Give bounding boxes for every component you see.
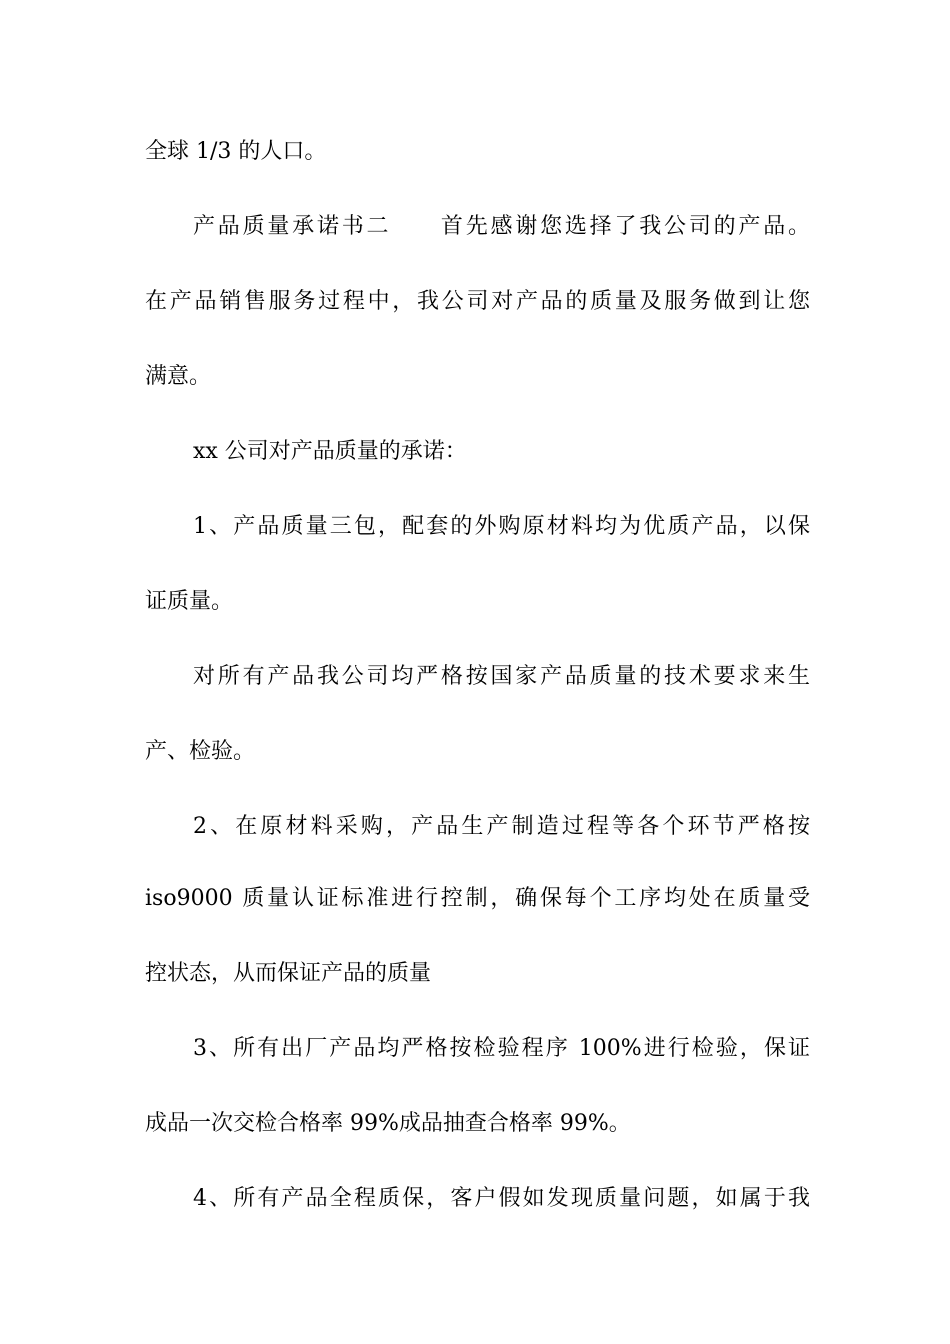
text-line-6: 1、产品质量三包，配套的外购原材料均为优质产品，以保 bbox=[193, 514, 810, 539]
text-line-7: 证质量。 bbox=[145, 589, 234, 614]
text-line-3: 在产品销售服务过程中，我公司对产品的质量及服务做到让您 bbox=[145, 289, 810, 314]
text-line-5: xx 公司对产品质量的承诺： bbox=[193, 439, 467, 464]
text-line-15: 4、所有产品全程质保，客户假如发现质量问题，如属于我 bbox=[193, 1186, 810, 1211]
text-line-4: 满意。 bbox=[145, 364, 212, 389]
text-line-14: 成品一次交检合格率 99%成品抽查合格率 99%。 bbox=[145, 1111, 631, 1136]
text-line-12: 控状态，从而保证产品的质量 bbox=[145, 961, 432, 986]
text-line-9: 产、检验。 bbox=[145, 739, 256, 764]
text-line-2: 产品质量承诺书二 首先感谢您选择了我公司的产品。 bbox=[193, 214, 810, 239]
text-line-13: 3、所有出厂产品均严格按检验程序 100%进行检验，保证 bbox=[193, 1036, 810, 1061]
text-line-10: 2、在原材料采购，产品生产制造过程等各个环节严格按 bbox=[193, 814, 810, 839]
text-line-11: iso9000 质量认证标准进行控制，确保每个工序均处在质量受 bbox=[145, 886, 810, 911]
text-line-8: 对所有产品我公司均严格按国家产品质量的技术要求来生 bbox=[193, 664, 810, 689]
text-line-1: 全球 1/3 的人口。 bbox=[145, 139, 327, 164]
